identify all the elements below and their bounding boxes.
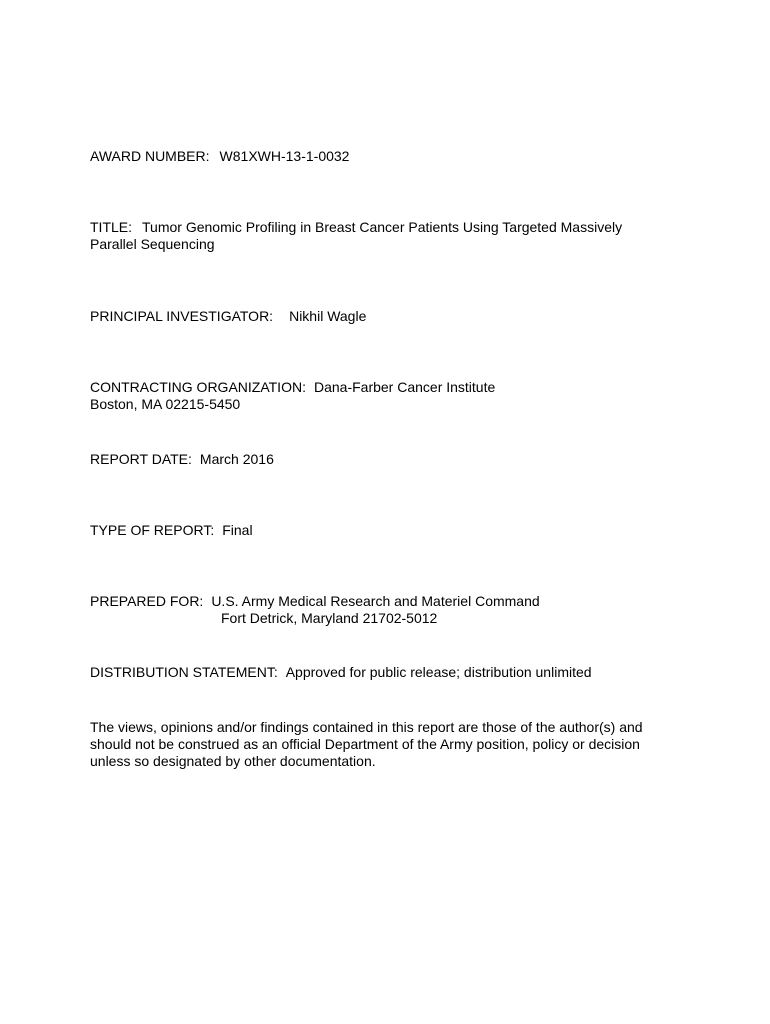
report-date-label: REPORT DATE: [90, 451, 192, 467]
investigator-label: PRINCIPAL INVESTIGATOR: [90, 308, 274, 324]
report-title [90, 219, 700, 253]
principal-investigator [90, 308, 700, 325]
report-date-value: March 2016 [199, 451, 274, 467]
organization-name: Dana-Farber Cancer Institute [313, 379, 496, 395]
disclaimer-line-2: should not be construed as an official Department of the Army position, policy or decision [90, 736, 640, 752]
prepared-for-line-1: U.S. Army Medical Research and Materiel Command [211, 593, 540, 609]
award-number-value: W81XWH-13-1-0032 [219, 148, 350, 164]
contracting-organization [90, 379, 700, 413]
prepared-for-line-2: Fort Detrick, Maryland 21702-5012 [221, 610, 438, 626]
disclaimer-line-1: The views, opinions and/or findings contained in this report are those of the author(s) and [90, 719, 643, 735]
distribution-value: Approved for public release; distribution unlimited [285, 664, 592, 680]
title-line-2: Parallel Sequencing [90, 236, 215, 252]
title-label: TITLE: [90, 219, 133, 235]
disclaimer [90, 719, 700, 770]
disclaimer-line-3: unless so designated by other documentation. [90, 753, 376, 769]
organization-address: Boston, MA 02215-5450 [90, 396, 241, 412]
organization-label: CONTRACTING ORGANIZATION: [90, 379, 306, 395]
award-number-label: AWARD NUMBER: [90, 148, 210, 164]
award-number [90, 148, 700, 165]
report-date [90, 451, 700, 468]
type-of-report [90, 522, 700, 539]
prepared-for-label: PREPARED FOR: [90, 593, 204, 609]
report-type-value: Final [222, 522, 253, 538]
title-line-1: Tumor Genomic Profiling in Breast Cancer Patients Using Targeted Massively [142, 219, 623, 235]
prepared-for [90, 593, 700, 627]
report-type-label: TYPE OF REPORT: [90, 522, 215, 538]
investigator-value: Nikhil Wagle [289, 308, 367, 324]
distribution-statement [90, 664, 700, 681]
distribution-label: DISTRIBUTION STATEMENT: [90, 664, 278, 680]
